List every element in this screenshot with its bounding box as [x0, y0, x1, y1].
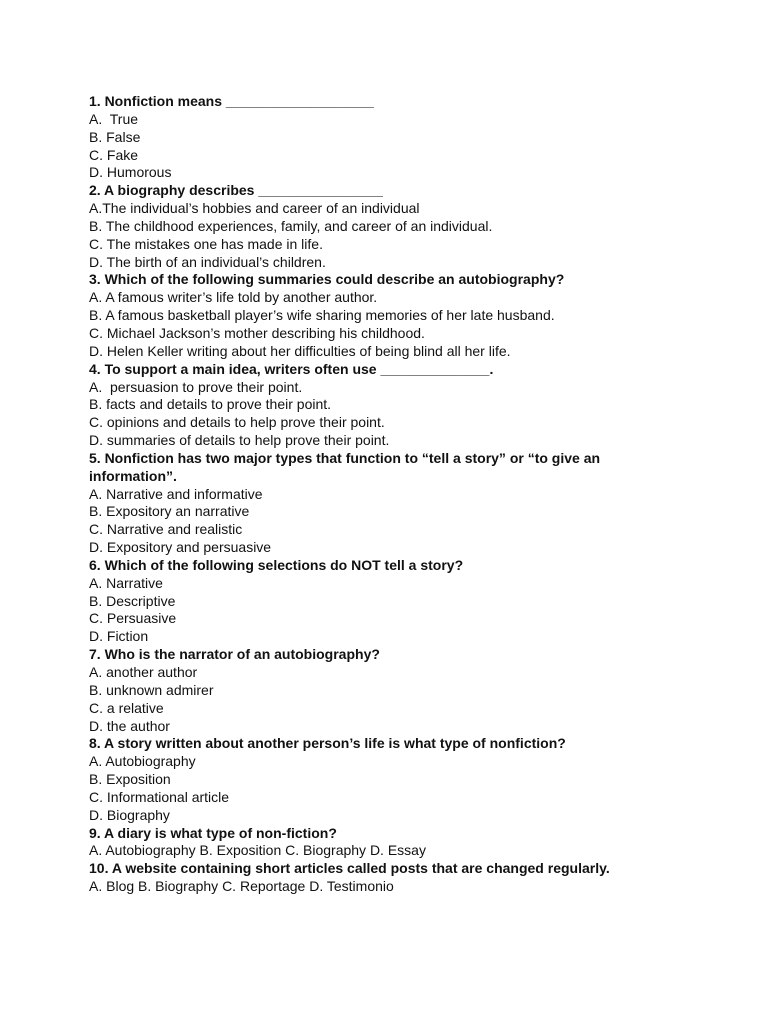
- question-text: 3. Which of the following summaries could describe an autobiography?: [89, 271, 565, 288]
- answer-option: D. The birth of an individual’s children.: [89, 253, 326, 270]
- question-text: 5. Nonfiction has two major types that function to “tell a story” or “to give an information”.: [89, 449, 601, 484]
- question-text: 1. Nonfiction means ___________________: [89, 93, 374, 109]
- answer-option: C. The mistakes one has made in life.: [89, 235, 323, 252]
- answer-option: C. Informational article: [89, 788, 230, 805]
- answer-option: D. the author: [89, 717, 170, 734]
- answer-option: B. unknown admirer: [89, 681, 214, 698]
- question-block: [89, 825, 729, 861]
- question-text: 10. A website containing short articles called posts that are changed regularly.: [89, 860, 610, 877]
- question-text: 6. Which of the following selections do NOT tell a story?: [89, 556, 464, 573]
- question-block: [89, 182, 729, 271]
- answer-option: A. Narrative: [89, 574, 163, 591]
- answer-option: A. A famous writer’s life told by another author.: [89, 289, 378, 306]
- answer-option: D. Biography: [89, 806, 170, 823]
- answer-option: A. True: [89, 110, 139, 127]
- answer-option: B. Descriptive: [89, 592, 176, 609]
- answer-option: C. opinions and details to help prove their point.: [89, 414, 385, 431]
- question-block: [89, 860, 729, 896]
- question-text: 9. A diary is what type of non-fiction?: [89, 824, 337, 841]
- answer-option: D. Fiction: [89, 628, 149, 645]
- answer-option: D. Helen Keller writing about her difficulties of being blind all her life.: [89, 342, 511, 359]
- answer-option: C. Fake: [89, 146, 139, 163]
- quiz-page: [89, 93, 729, 896]
- question-text: 2. A biography describes ________________: [89, 182, 383, 199]
- answer-option: C. a relative: [89, 699, 164, 716]
- question-text: 8. A story written about another person’s life is what type of nonfiction?: [89, 735, 566, 752]
- answer-option: A. Blog B. Biography C. Reportage D. Testimonio: [89, 878, 394, 895]
- answer-option: A.The individual’s hobbies and career of an individual: [89, 200, 420, 217]
- answer-option: D. summaries of details to help prove their point.: [89, 432, 390, 449]
- answer-option: C. Narrative and realistic: [89, 521, 243, 538]
- question-text: 7. Who is the narrator of an autobiography?: [89, 646, 380, 663]
- answer-option: B. False: [89, 128, 141, 145]
- answer-option: A. Autobiography B. Exposition C. Biography D. Essay: [89, 842, 426, 859]
- answer-option: A. Autobiography: [89, 753, 196, 770]
- answer-option: B. Expository an narrative: [89, 503, 250, 520]
- answer-option: A. another author: [89, 664, 198, 680]
- answer-option: A. Narrative and informative: [89, 485, 263, 502]
- answer-option: B. Exposition: [89, 771, 171, 788]
- question-text: 4. To support a main idea, writers often use ______________.: [89, 360, 494, 377]
- answer-option: C. Michael Jackson’s mother describing his childhood.: [89, 324, 425, 341]
- question-block: [89, 450, 729, 557]
- question-block: [89, 271, 729, 360]
- answer-option: B. A famous basketball player’s wife sharing memories of her late husband.: [89, 307, 555, 324]
- question-block: [89, 361, 729, 450]
- answer-option: D. Humorous: [89, 164, 172, 181]
- answer-option: B. The childhood experiences, family, and career of an individual.: [89, 217, 493, 234]
- question-block: [89, 735, 729, 824]
- answer-option: C. Persuasive: [89, 610, 177, 627]
- answer-option: B. facts and details to prove their point.: [89, 396, 332, 413]
- question-block: [89, 646, 729, 735]
- question-block: [89, 93, 729, 182]
- answer-option: D. Expository and persuasive: [89, 539, 272, 556]
- answer-option: A. persuasion to prove their point.: [89, 378, 303, 395]
- question-block: [89, 557, 729, 646]
